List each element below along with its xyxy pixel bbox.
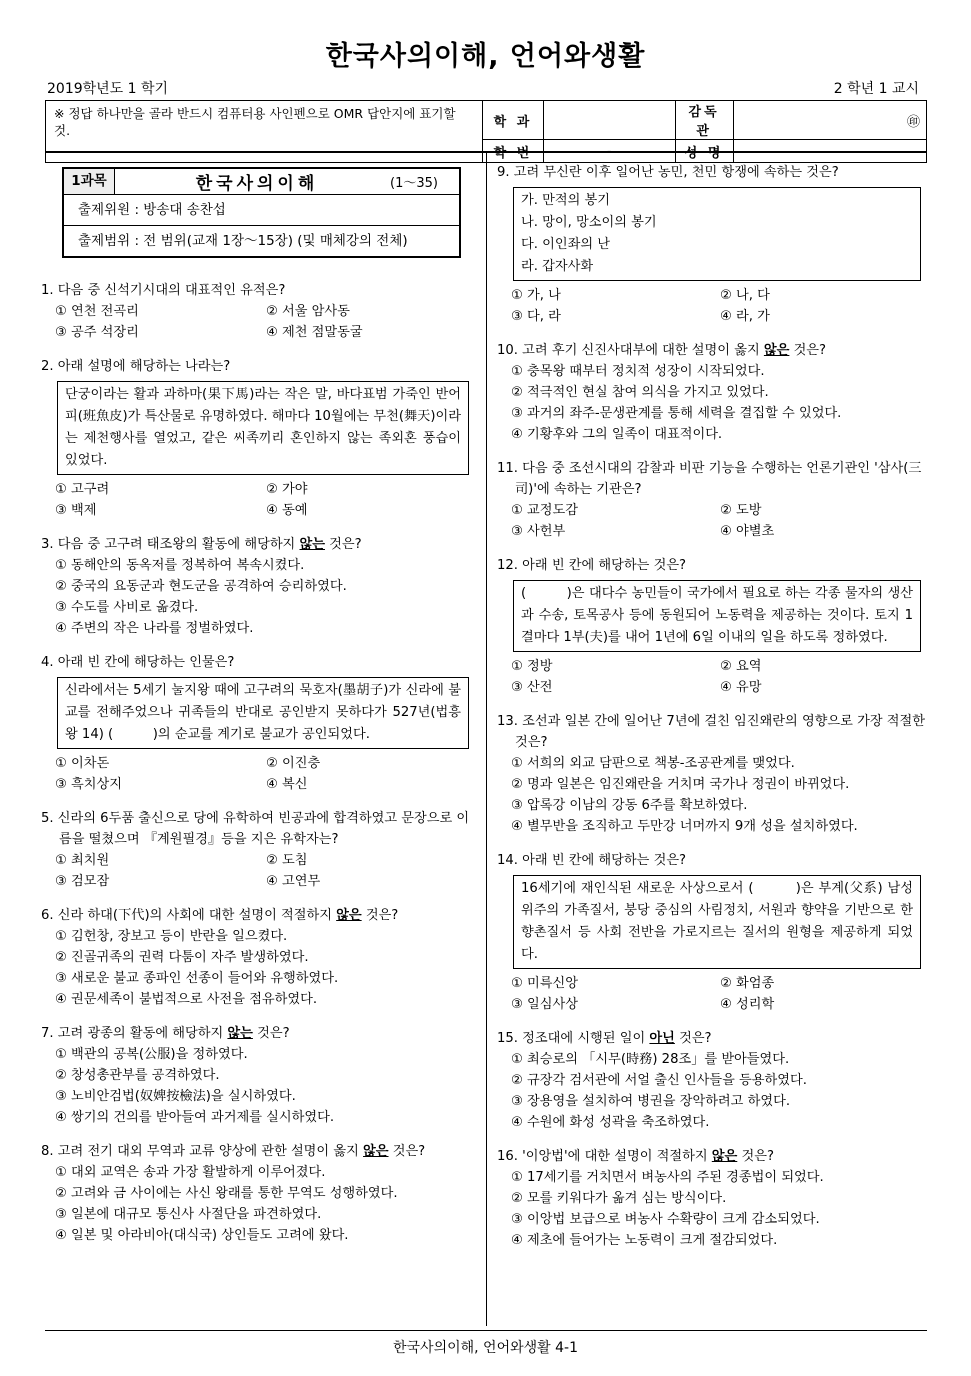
answer-options bbox=[497, 1049, 929, 1133]
answer-option[interactable]: ④ 쌍기의 건의를 받아들여 과거제를 실시하였다. bbox=[55, 1110, 335, 1125]
answer-option[interactable]: ② 적극적인 현실 참여 의식을 가지고 있었다. bbox=[511, 385, 769, 400]
subject-name: 한국사의이해 bbox=[195, 174, 319, 194]
box-item: 가. 만적의 봉기 bbox=[521, 193, 611, 208]
answer-option[interactable]: ① 서희의 외교 담판으로 책봉-조공관계를 맺었다. bbox=[511, 756, 795, 771]
subject-author: 출제위원 : 방송대 송찬섭 bbox=[78, 202, 226, 218]
answer-option[interactable]: ① 충목왕 때부터 정치적 성장이 시작되었다. bbox=[511, 364, 765, 379]
answer-option[interactable]: ② 창성총관부를 공격하였다. bbox=[55, 1068, 220, 1083]
answer-option[interactable]: ① 김헌창, 장보고 등이 반란을 일으켰다. bbox=[55, 929, 288, 944]
answer-option[interactable]: ④ 일본 및 아라비아(대식국) 상인들도 고려에 왔다. bbox=[55, 1228, 349, 1243]
answer-option[interactable]: ② 나, 다 bbox=[720, 288, 770, 303]
question-stem: 9. 고려 무신란 이후 일어난 농민, 천민 항쟁에 속하는 것은? bbox=[497, 165, 839, 180]
answer-option[interactable]: ④ 라, 가 bbox=[720, 309, 770, 324]
question-stem bbox=[41, 905, 477, 926]
answer-option[interactable]: ③ 수도를 사비로 옮겼다. bbox=[55, 600, 199, 615]
question bbox=[497, 711, 929, 837]
answer-option[interactable]: ① 가, 나 bbox=[511, 288, 561, 303]
answer-option[interactable]: ② 이진충 bbox=[266, 756, 321, 771]
stem-text: 것은? bbox=[252, 1026, 290, 1041]
stem-text: 10. 고려 후기 신진사대부에 대한 설명이 옳지 bbox=[497, 343, 764, 358]
question bbox=[497, 555, 929, 698]
answer-option[interactable]: ① 미륵신앙 bbox=[511, 976, 578, 991]
answer-option[interactable]: ④ 복신 bbox=[266, 777, 308, 792]
dept-label: 학 과 bbox=[483, 101, 544, 140]
id-label: 학 번 bbox=[483, 140, 544, 163]
answer-option[interactable]: ③ 장용영을 설치하여 병권을 장악하려고 하였다. bbox=[511, 1094, 791, 1109]
question bbox=[497, 162, 929, 327]
notice: ※ 정답 하나만을 골라 반드시 컴퓨터용 사인펜으로 OMR 답안지에 표기할 것. bbox=[46, 101, 483, 163]
answer-options bbox=[497, 973, 929, 1015]
question-stem: 2. 아래 설명에 해당하는 나라는? bbox=[41, 359, 231, 374]
subject-scope: 출제범위 : 전 범위(교재 1장～15장) (및 매체강의 전체) bbox=[64, 225, 459, 256]
column-divider bbox=[486, 153, 487, 1326]
answer-options bbox=[497, 753, 929, 837]
answer-option[interactable]: ② 도침 bbox=[266, 853, 308, 868]
answer-options bbox=[41, 479, 477, 521]
stem-text: 3. 다음 중 고구려 태조왕의 활동에 해당하지 bbox=[41, 537, 300, 552]
answer-option[interactable]: ② 서울 암사동 bbox=[266, 304, 350, 319]
negation-emphasis: 않는 bbox=[299, 537, 325, 552]
answer-option[interactable]: ④ 고연무 bbox=[266, 874, 321, 889]
answer-option[interactable]: ③ 새로운 불교 종파인 선종이 들어와 유행하였다. bbox=[55, 971, 339, 986]
answer-options bbox=[41, 926, 477, 1010]
bottom-rule bbox=[45, 1330, 927, 1331]
answer-option[interactable]: ③ 과거의 좌주-문생관계를 통해 세력을 결집할 수 있었다. bbox=[511, 406, 842, 421]
answer-option[interactable]: ④ 기황후와 그의 일족이 대표적이다. bbox=[511, 427, 723, 442]
answer-option[interactable]: ④ 권문세족이 불법적으로 사전을 점유하였다. bbox=[55, 992, 318, 1007]
answer-option[interactable]: ④ 별무반을 조직하고 두만강 너머까지 9개 성을 설치하였다. bbox=[511, 819, 858, 834]
stem-text: 8. 고려 전기 대외 무역과 교류 양상에 관한 설명이 옳지 bbox=[41, 1144, 364, 1159]
answer-option[interactable]: ③ 노비안검법(奴婢按檢法)을 실시하였다. bbox=[55, 1089, 296, 1104]
year-term: 2019학년도 1 학기 bbox=[47, 81, 169, 97]
passage-box: ( )은 대다수 농민들이 국가에서 필요로 하는 각종 물자의 생산과 수송, 토목공사 등에 동원되어 노동력을 제공하는 것이다. 토지 1결마다 1부(夫)를 내어 1년에 6일 이내의 일을 하도록 정하였다. bbox=[513, 580, 921, 652]
stem-text: 것은? bbox=[737, 1149, 774, 1164]
negation-emphasis: 않는 bbox=[227, 1026, 253, 1041]
passage-box: 단궁이라는 활과 과하마(果下馬)라는 작은 말, 바다표범 가죽인 반어피(班魚皮)가 특산물로 유명하였다. 해마다 10월에는 무천(舞天)이라는 제천행사를 열었고, 같은 씨족끼리 혼인하지 않는 족외혼 풍습이 있었다. bbox=[57, 381, 469, 475]
answer-option[interactable]: ① 교정도감 bbox=[511, 503, 578, 518]
passage-box: 16세기에 재인식된 새로운 사상으로서 ( )은 부계(父系) 남성 위주의 가족질서, 붕당 중심의 사림정치, 서원과 향약을 기반으로 한 향촌질서 등 사회 전반을 가로지르는 질서의 원형을 제공하게 되었다. bbox=[513, 875, 921, 969]
question bbox=[497, 340, 929, 445]
answer-option[interactable]: ① 연천 전곡리 bbox=[55, 304, 139, 319]
answer-option[interactable]: ③ 검모잠 bbox=[55, 874, 110, 889]
left-column bbox=[41, 280, 477, 1259]
question bbox=[497, 458, 929, 542]
page-title: 한국사의이해, 언어와생활 bbox=[325, 41, 646, 72]
question bbox=[497, 1028, 929, 1133]
answer-options bbox=[497, 285, 929, 327]
answer-option[interactable]: ② 도방 bbox=[720, 503, 762, 518]
answer-option[interactable]: ③ 압록강 이남의 강동 6주를 확보하였다. bbox=[511, 798, 748, 813]
answer-option[interactable]: ③ 백제 bbox=[55, 503, 97, 518]
proctor-stamp: ㊞ bbox=[733, 101, 926, 140]
answer-options bbox=[41, 850, 477, 892]
question-stem bbox=[41, 1141, 477, 1162]
items-box bbox=[513, 187, 921, 281]
answer-option[interactable]: ② 진골귀족의 권력 다툼이 자주 발생하였다. bbox=[55, 950, 309, 965]
answer-option[interactable]: ① 최치원 bbox=[55, 853, 110, 868]
question-stem: 13. 조선과 일본 간에 일어난 7년에 걸친 임진왜란의 영향으로 가장 적절한 것은? bbox=[497, 714, 925, 750]
negation-emphasis: 않은 bbox=[363, 1144, 389, 1159]
question bbox=[41, 652, 477, 795]
question bbox=[41, 808, 477, 892]
question-stem bbox=[41, 534, 477, 555]
box-item: 나. 망이, 망소이의 봉기 bbox=[521, 215, 657, 230]
answer-options bbox=[41, 555, 477, 639]
answer-option[interactable]: ② 중국의 요동군과 현도군을 공격하여 승리하였다. bbox=[55, 579, 347, 594]
stem-text: 6. 신라 하대(下代)의 사회에 대한 설명이 적절하지 bbox=[41, 908, 337, 923]
box-item: 라. 갑자사화 bbox=[521, 259, 594, 274]
question-stem bbox=[497, 1028, 929, 1049]
question bbox=[41, 280, 477, 343]
answer-option[interactable]: ③ 공주 석장리 bbox=[55, 325, 139, 340]
answer-option[interactable]: ① 백관의 공복(公服)을 정하였다. bbox=[55, 1047, 248, 1062]
answer-option[interactable]: ① 17세기를 거치면서 벼농사의 주된 경종법이 되었다. bbox=[511, 1170, 824, 1185]
answer-option[interactable]: ① 고구려 bbox=[55, 482, 110, 497]
answer-option[interactable]: ② 가야 bbox=[266, 482, 308, 497]
page-footer: 한국사의이해, 언어와생활 4-1 bbox=[393, 1340, 578, 1356]
proctor-label: 감독관 bbox=[675, 101, 733, 140]
subject-box bbox=[62, 167, 461, 258]
right-column bbox=[497, 162, 929, 1264]
answer-option[interactable]: ② 명과 일본은 임진왜란을 거치며 국가나 정권이 바뀌었다. bbox=[511, 777, 850, 792]
answer-option[interactable]: ④ 제초에 들어가는 노동력이 크게 절감되었다. bbox=[511, 1233, 778, 1248]
subject-tag: 1과목 bbox=[64, 169, 115, 194]
subject-range: (1～35) bbox=[390, 176, 438, 191]
negation-emphasis: 않은 bbox=[763, 343, 790, 358]
question-stem: 4. 아래 빈 칸에 해당하는 인물은? bbox=[41, 655, 235, 670]
answer-option[interactable]: ④ 유망 bbox=[720, 680, 762, 695]
question bbox=[41, 1023, 477, 1128]
stem-text: 15. 정조대에 시행된 일이 bbox=[497, 1031, 650, 1046]
question bbox=[41, 1141, 477, 1246]
grade-period: 2 학년 1 교시 bbox=[833, 81, 919, 97]
answer-option[interactable]: ① 이차돈 bbox=[55, 756, 110, 771]
stem-text: 것은? bbox=[324, 537, 362, 552]
answer-option[interactable]: ② 요역 bbox=[720, 659, 762, 674]
question-stem: 5. 신라의 6두품 출신으로 당에 유학하여 빈공과에 합격하였고 문장으로 이름을 떨쳤으며 『계원필경』등을 지은 유학자는? bbox=[41, 811, 470, 847]
answer-option[interactable]: ① 동해안의 동옥저를 정복하여 복속시켰다. bbox=[55, 558, 305, 573]
answer-options bbox=[41, 1044, 477, 1128]
question bbox=[497, 850, 929, 1015]
answer-option[interactable]: ② 고려와 금 사이에는 사신 왕래를 통한 무역도 성행하였다. bbox=[55, 1186, 398, 1201]
question-stem bbox=[497, 1146, 929, 1167]
answer-option[interactable]: ③ 사헌부 bbox=[511, 524, 566, 539]
answer-options bbox=[41, 753, 477, 795]
answer-option[interactable]: ① 대외 교역은 송과 가장 활발하게 이루어졌다. bbox=[55, 1165, 326, 1180]
question-stem bbox=[41, 1023, 477, 1044]
name-label: 성 명 bbox=[675, 140, 733, 163]
passage-box: 신라에서는 5세기 눌지왕 때에 고구려의 묵호자(墨胡子)가 신라에 불교를 전해주었으나 귀족들의 반대로 공인받지 못하다가 527년(법흥왕 14) ( )의 순교를 계기로 불교가 공인되었다. bbox=[57, 677, 469, 749]
answer-options bbox=[497, 361, 929, 445]
stem-text: 것은? bbox=[388, 1144, 426, 1159]
answer-option[interactable]: ③ 다, 라 bbox=[511, 309, 561, 324]
answer-option[interactable]: ④ 동예 bbox=[266, 503, 308, 518]
id-field[interactable]: - bbox=[544, 140, 676, 163]
answer-option[interactable]: ① 정방 bbox=[511, 659, 553, 674]
question-stem: 1. 다음 중 신석기시대의 대표적인 유적은? bbox=[41, 283, 286, 298]
answer-option[interactable]: ④ 수원에 화성 성곽을 축조하였다. bbox=[511, 1115, 710, 1130]
answer-option[interactable]: ② 규장각 검서관에 서얼 출신 인사들을 등용하였다. bbox=[511, 1073, 807, 1088]
question bbox=[41, 905, 477, 1010]
stem-text: 것은? bbox=[789, 343, 827, 358]
answer-options bbox=[497, 1167, 929, 1251]
question bbox=[41, 356, 477, 521]
stem-text: 7. 고려 광종의 활동에 해당하지 bbox=[41, 1026, 228, 1041]
answer-option[interactable]: ④ 주변의 작은 나라를 정벌하였다. bbox=[55, 621, 254, 636]
dept-field[interactable] bbox=[544, 101, 676, 140]
answer-options bbox=[41, 1162, 477, 1246]
answer-option[interactable]: ④ 야별초 bbox=[720, 524, 775, 539]
answer-option[interactable]: ③ 이앙법 보급으로 벼농사 수확량이 크게 감소되었다. bbox=[511, 1212, 820, 1227]
question bbox=[41, 534, 477, 639]
answer-option[interactable]: ③ 일심사상 bbox=[511, 997, 578, 1012]
negation-emphasis: 아닌 bbox=[649, 1031, 675, 1046]
question-stem: 11. 다음 중 조선시대의 감찰과 비판 기능을 수행하는 언론기관인 '삼사(三司)'에 속하는 기관은? bbox=[497, 461, 922, 497]
negation-emphasis: 않은 bbox=[336, 908, 362, 923]
box-item: 다. 이인좌의 난 bbox=[521, 237, 611, 252]
answer-option[interactable]: ③ 흑치상지 bbox=[55, 777, 122, 792]
answer-option[interactable]: ③ 일본에 대규모 통신사 사절단을 파견하였다. bbox=[55, 1207, 322, 1222]
question-stem: 12. 아래 빈 칸에 해당하는 것은? bbox=[497, 558, 687, 573]
stem-text: 것은? bbox=[361, 908, 399, 923]
answer-options bbox=[497, 656, 929, 698]
answer-option[interactable]: ① 최승로의 「시무(時務) 28조」를 받아들였다. bbox=[511, 1052, 790, 1067]
answer-options bbox=[497, 500, 929, 542]
answer-option[interactable]: ② 모를 키워다가 옮겨 심는 방식이다. bbox=[511, 1191, 727, 1206]
answer-option[interactable]: ④ 제천 점말동굴 bbox=[266, 325, 363, 340]
question-stem bbox=[497, 340, 929, 361]
answer-options bbox=[41, 301, 477, 343]
question bbox=[497, 1146, 929, 1251]
negation-emphasis: 않은 bbox=[711, 1149, 738, 1164]
answer-option[interactable]: ④ 성리학 bbox=[720, 997, 775, 1012]
answer-option[interactable]: ③ 산전 bbox=[511, 680, 553, 695]
stem-text: 16. '이앙법'에 대한 설명이 적절하지 bbox=[497, 1149, 712, 1164]
stem-text: 것은? bbox=[674, 1031, 712, 1046]
answer-option[interactable]: ② 화엄종 bbox=[720, 976, 775, 991]
question-stem: 14. 아래 빈 칸에 해당하는 것은? bbox=[497, 853, 687, 868]
